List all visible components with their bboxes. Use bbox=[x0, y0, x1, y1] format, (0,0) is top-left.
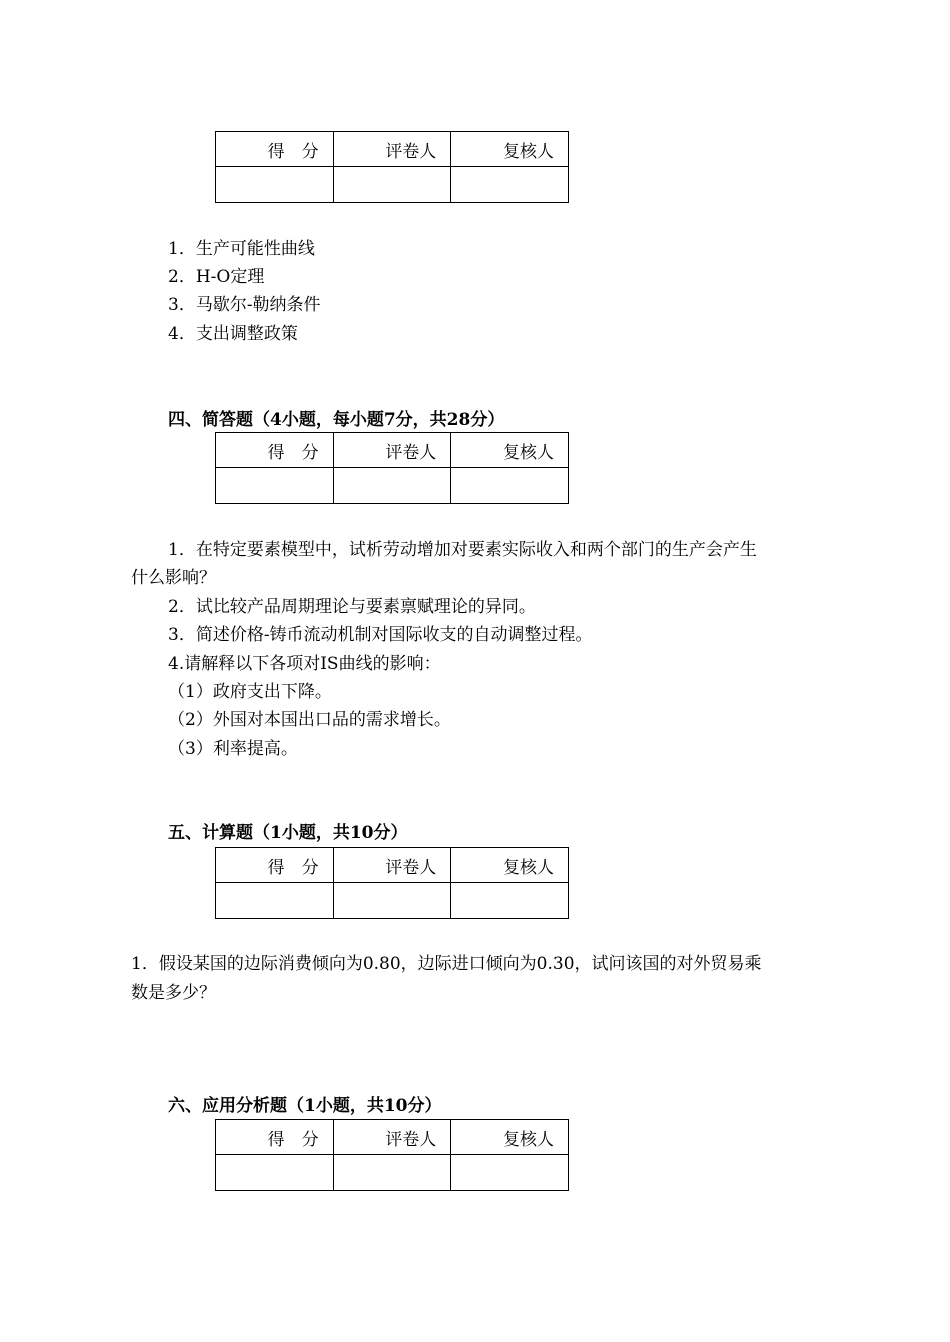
grader-header: 评卷人 bbox=[333, 1120, 451, 1155]
score-table-4 bbox=[215, 1119, 569, 1191]
reviewer-cell[interactable] bbox=[451, 1155, 569, 1191]
reviewer-header: 复核人 bbox=[451, 433, 569, 468]
section-6-heading: 六、应用分析题（1小题，共10分） bbox=[168, 1096, 442, 1116]
question-4-3: 3．简述价格-铸币流动机制对国际收支的自动调整过程。 bbox=[168, 625, 593, 645]
term-item-3: 3．马歇尔-勒纳条件 bbox=[168, 295, 321, 315]
grader-cell[interactable] bbox=[333, 883, 451, 919]
question-4-4-a: （1）政府支出下降。 bbox=[168, 682, 332, 702]
section-4-heading: 四、简答题（4小题，每小题7分，共28分） bbox=[168, 410, 505, 430]
question-5-1-cont: 数是多少？ bbox=[131, 983, 216, 1003]
term-item-4: 4．支出调整政策 bbox=[168, 324, 298, 344]
score-cell[interactable] bbox=[216, 1155, 334, 1191]
reviewer-header: 复核人 bbox=[451, 132, 569, 167]
term-item-2: 2．H-O定理 bbox=[168, 267, 265, 287]
score-cell[interactable] bbox=[216, 883, 334, 919]
score-header: 得 分 bbox=[216, 433, 334, 468]
grader-header: 评卷人 bbox=[333, 132, 451, 167]
question-4-4: 4.请解释以下各项对IS曲线的影响： bbox=[168, 654, 441, 674]
score-table-2 bbox=[215, 432, 569, 504]
score-cell[interactable] bbox=[216, 167, 334, 203]
score-header: 得 分 bbox=[216, 848, 334, 883]
reviewer-header: 复核人 bbox=[451, 848, 569, 883]
term-item-1: 1．生产可能性曲线 bbox=[168, 239, 315, 259]
reviewer-cell[interactable] bbox=[451, 468, 569, 504]
question-4-2: 2．试比较产品周期理论与要素禀赋理论的异同。 bbox=[168, 597, 536, 617]
grader-header: 评卷人 bbox=[333, 433, 451, 468]
grader-cell[interactable] bbox=[333, 1155, 451, 1191]
question-4-1: 1．在特定要素模型中，试析劳动增加对要素实际收入和两个部门的生产会产生 bbox=[168, 540, 757, 560]
grader-cell[interactable] bbox=[333, 468, 451, 504]
question-4-4-c: （3）利率提高。 bbox=[168, 739, 298, 759]
score-header: 得 分 bbox=[216, 1120, 334, 1155]
score-table-1 bbox=[215, 131, 569, 203]
question-4-1-cont: 什么影响？ bbox=[131, 568, 216, 588]
grader-cell[interactable] bbox=[333, 167, 451, 203]
score-header: 得 分 bbox=[216, 132, 334, 167]
question-4-4-b: （2）外国对本国出口品的需求增长。 bbox=[168, 710, 451, 730]
reviewer-cell[interactable] bbox=[451, 883, 569, 919]
score-table-3 bbox=[215, 847, 569, 919]
section-5-heading: 五、计算题（1小题，共10分） bbox=[168, 823, 408, 843]
grader-header: 评卷人 bbox=[333, 848, 451, 883]
reviewer-cell[interactable] bbox=[451, 167, 569, 203]
reviewer-header: 复核人 bbox=[451, 1120, 569, 1155]
question-5-1: 1．假设某国的边际消费倾向为0.80，边际进口倾向为0.30，试问该国的对外贸易乘 bbox=[131, 954, 762, 974]
score-cell[interactable] bbox=[216, 468, 334, 504]
